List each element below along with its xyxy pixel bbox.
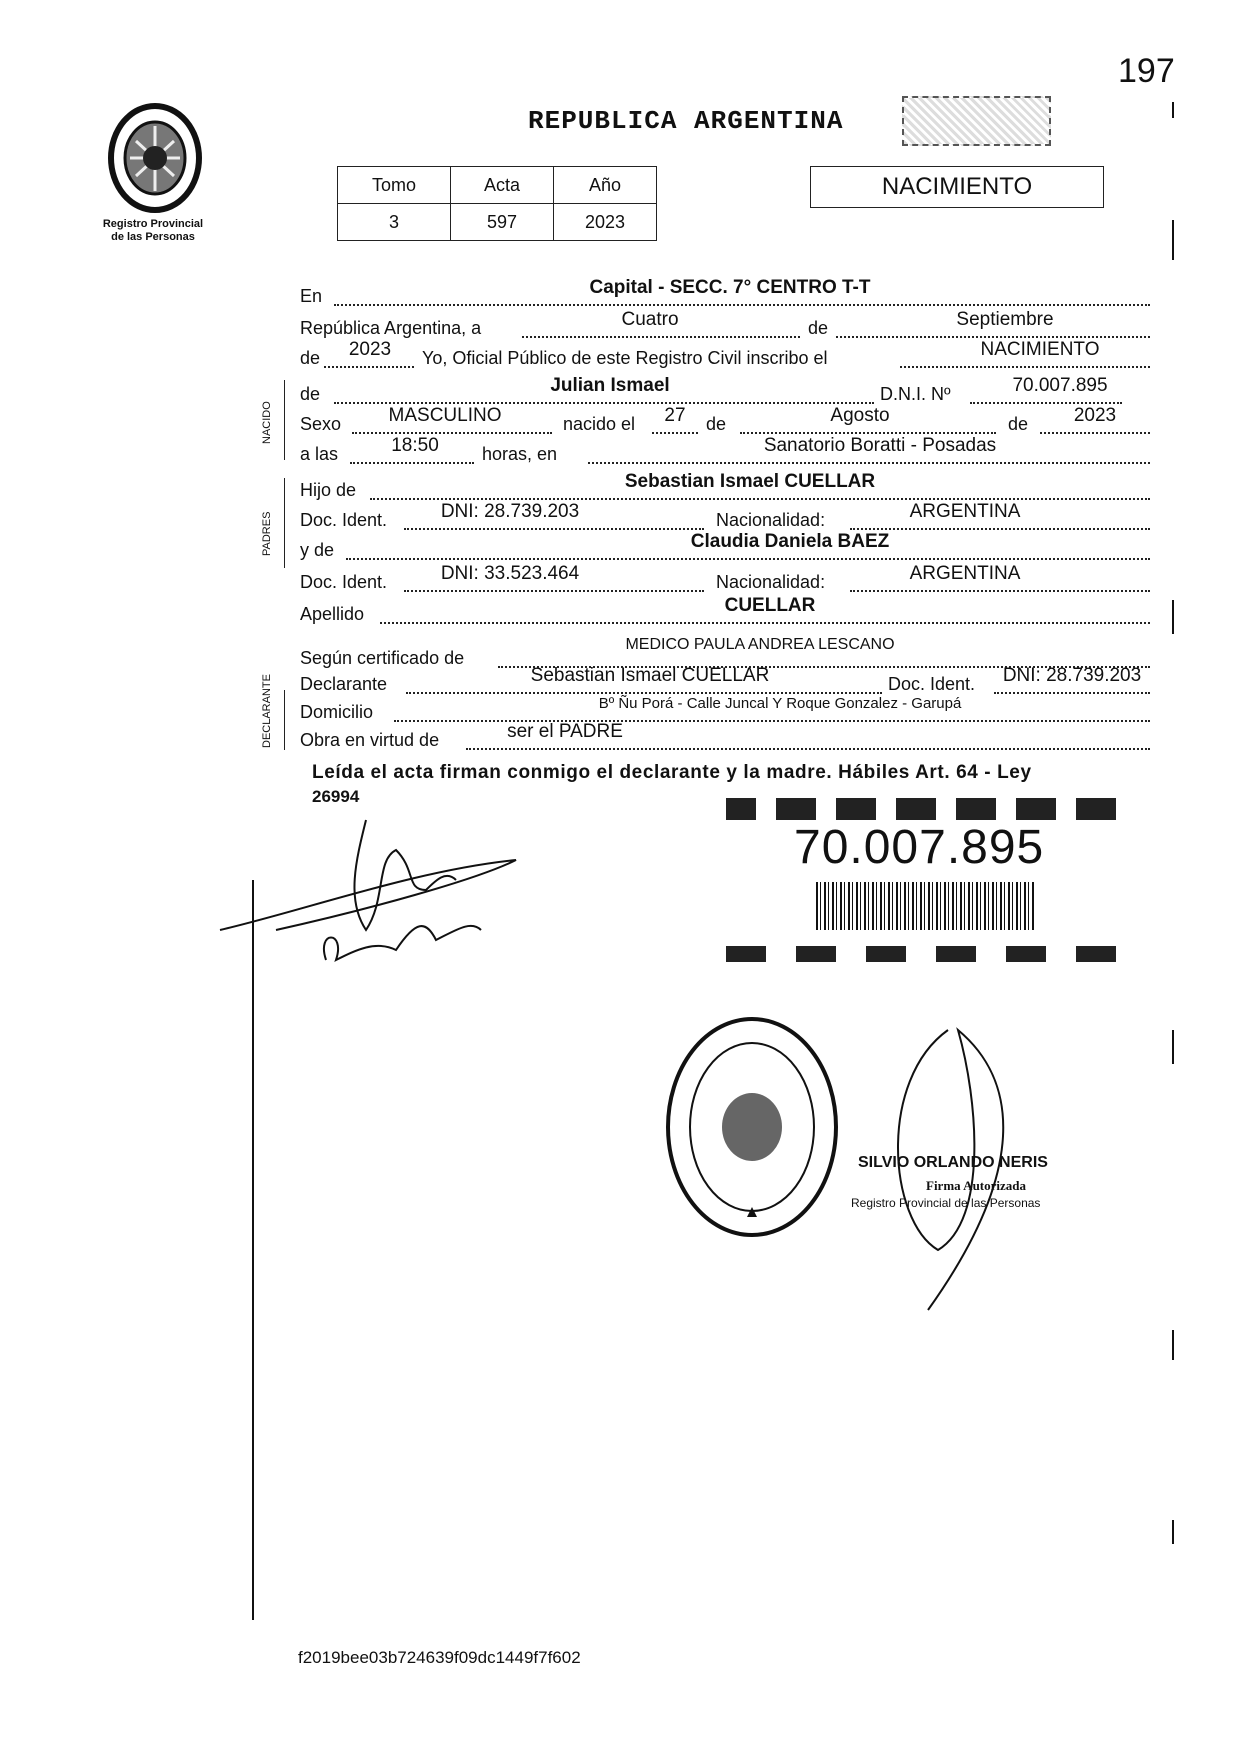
official-name: SILVIO ORLANDO NERIS: [858, 1154, 1048, 1171]
dots-act-kind: [900, 366, 1150, 368]
label-declarante: Declarante: [300, 674, 388, 694]
dots-father: [370, 498, 1150, 500]
value-day-words: Cuatro: [621, 309, 679, 330]
registry-table-header-row: [338, 167, 657, 204]
serial-stamp: [902, 96, 1051, 146]
label-de-month: de: [706, 414, 727, 434]
value-birth-place: Sanatorio Boratti - Posadas: [763, 435, 997, 456]
right-margin-mark-6: [1172, 1520, 1174, 1544]
value-birth-year: 2023: [1073, 405, 1117, 426]
registry-label-line1: Registro Provincial: [102, 218, 204, 230]
bracket-declarante: [284, 690, 285, 750]
value-declarant-dni: DNI: 28.739.203: [1002, 665, 1142, 686]
registry-label-line2: de las Personas: [111, 231, 195, 243]
official-role: Firma Autorizada: [926, 1178, 1027, 1193]
dots-acting-as: [466, 748, 1150, 750]
value-acta: 597: [451, 204, 554, 241]
header-acta: Acta: [451, 167, 554, 204]
label-hijo-de: Hijo de: [300, 480, 357, 500]
barcode: [816, 882, 1036, 930]
dots-sex: [352, 432, 552, 434]
label-dni: D.N.I. Nº: [880, 384, 951, 404]
registry-label: [78, 218, 228, 244]
dots-day: [522, 336, 800, 338]
value-acting-as: ser el PADRE: [507, 721, 623, 742]
official-registry: Registro Provincial de las Personas: [851, 1196, 1041, 1210]
dots-year: [324, 366, 414, 368]
country-title: REPUBLICA ARGENTINA: [528, 106, 844, 136]
record-type-box: NACIMIENTO: [810, 166, 1104, 208]
province-coat-of-arms-icon: [100, 96, 210, 220]
value-anio: 2023: [554, 204, 657, 241]
label-de-child: de: [300, 384, 321, 404]
dots-birth-day: [652, 432, 698, 434]
right-margin-mark-2: [1172, 220, 1174, 260]
value-mother-nationality: ARGENTINA: [909, 563, 1021, 584]
value-tomo: 3: [338, 204, 451, 241]
label-sexo: Sexo: [300, 414, 342, 434]
dots-birth-month: [740, 432, 996, 434]
dots-child-dni: [970, 402, 1122, 404]
value-father-nationality: ARGENTINA: [909, 501, 1021, 522]
value-child-dni: 70.007.895: [1012, 375, 1108, 396]
dots-father-nat: [850, 528, 1150, 530]
dots-birth-place: [588, 462, 1150, 464]
value-declarant-name: Sebastian Ismael CUELLAR: [530, 665, 770, 686]
label-doc-ident-declarant: Doc. Ident.: [888, 674, 976, 694]
label-y-de: y de: [300, 540, 335, 560]
value-birth-time: 18:50: [391, 435, 439, 456]
declarant-signature-icon: [216, 800, 526, 980]
label-obra-en-virtud: Obra en virtud de: [300, 730, 440, 750]
header-anio: Año: [554, 167, 657, 204]
dots-declarant-dni: [994, 692, 1150, 694]
right-margin-mark-3: [1172, 600, 1174, 634]
dni-display: 70.007.895: [794, 821, 1045, 874]
value-address: Bº Ñu Porá - Calle Juncal Y Roque Gonzalez - Garupá: [598, 695, 962, 712]
right-margin-mark-5: [1172, 1330, 1174, 1360]
side-label-padres: PADRES: [261, 511, 273, 556]
official-seal-icon: [662, 1012, 842, 1242]
label-nacionalidad-mother: Nacionalidad:: [716, 572, 826, 592]
label-nacido-el: nacido el: [563, 414, 636, 434]
dots-child-name: [334, 402, 874, 404]
label-doc-ident-father: Doc. Ident.: [300, 510, 388, 530]
label-de-2: de: [300, 348, 321, 368]
label-republica: República Argentina, a: [300, 318, 482, 338]
label-domicilio: Domicilio: [300, 702, 374, 722]
value-child-name: Julian Ismael: [550, 375, 670, 396]
value-place: Capital - SECC. 7° CENTRO T-T: [589, 277, 871, 298]
dots-mother-nat: [850, 590, 1150, 592]
label-a-las: a las: [300, 444, 339, 464]
label-doc-ident-mother: Doc. Ident.: [300, 572, 388, 592]
value-birth-month: Agosto: [830, 405, 890, 426]
page-number: 197: [1118, 52, 1175, 90]
value-year: 2023: [348, 339, 392, 360]
value-act-kind: NACIMIENTO: [980, 339, 1100, 360]
dots-father-dni: [404, 528, 704, 530]
label-yo-oficial: Yo, Oficial Público de este Registro Civil inscribo el: [422, 348, 828, 368]
value-birth-day: 27: [664, 405, 686, 426]
value-mother-name: Claudia Daniela BAEZ: [690, 531, 890, 552]
closing-text-line1: Leída el acta firman conmigo el declarante y la madre. Hábiles Art. 64 - Ley: [312, 762, 1032, 783]
value-certificate-by: MEDICO PAULA ANDREA LESCANO: [625, 636, 895, 653]
label-segun-certificado: Según certificado de: [300, 648, 465, 668]
bracket-padres: [284, 478, 285, 568]
dots-birth-year: [1040, 432, 1150, 434]
label-nacionalidad-father: Nacionalidad:: [716, 510, 826, 530]
label-de-1: de: [808, 318, 829, 338]
registry-table-value-row: [338, 204, 657, 241]
document-hash: f2019bee03b724639f09dc1449f7f602: [298, 1648, 581, 1667]
value-father-dni: DNI: 28.739.203: [440, 501, 580, 522]
side-label-declarante: DECLARANTE: [261, 674, 273, 748]
value-mother-dni: DNI: 33.523.464: [440, 563, 580, 584]
label-apellido: Apellido: [300, 604, 365, 624]
header-tomo: Tomo: [338, 167, 451, 204]
dots-place: [334, 304, 1150, 306]
left-margin-line: [252, 880, 254, 1620]
dots-surname: [380, 622, 1150, 624]
dots-mother-dni: [404, 590, 704, 592]
label-en: En: [300, 286, 323, 306]
value-sex: MASCULINO: [388, 405, 502, 426]
closing-text-line2: 26994: [312, 787, 360, 806]
value-surname: CUELLAR: [724, 595, 816, 616]
label-horas-en: horas, en: [482, 444, 558, 464]
side-label-nacido: NACIDO: [261, 401, 273, 444]
value-month: Septiembre: [956, 309, 1054, 330]
registry-table: [337, 166, 657, 241]
value-father-name: Sebastian Ismael CUELLAR: [624, 471, 876, 492]
right-margin-mark-1: [1172, 102, 1174, 118]
dots-declarant: [406, 692, 882, 694]
bracket-nacido: [284, 380, 285, 460]
right-margin-mark-4: [1172, 1030, 1174, 1064]
dots-time: [350, 462, 474, 464]
dots-mother: [346, 558, 1150, 560]
dots-month: [836, 336, 1150, 338]
security-band-bottom: [726, 942, 1166, 966]
label-de-year: de: [1008, 414, 1029, 434]
